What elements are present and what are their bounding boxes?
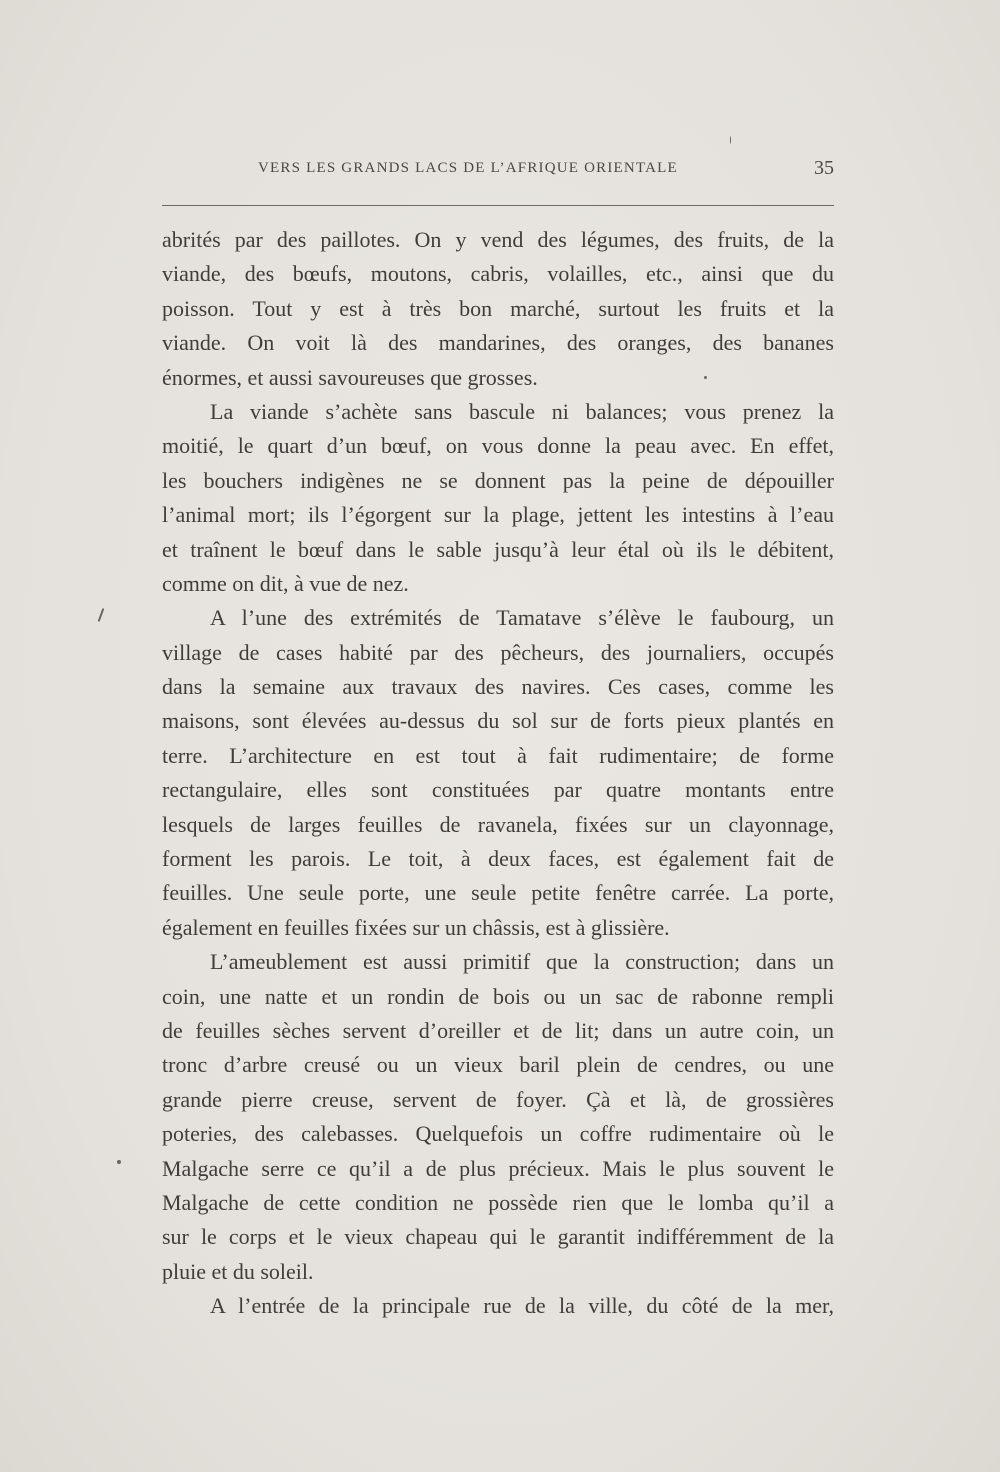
text-line: de feuilles sèches servent d’oreiller et de lit; dans un autre coin, un xyxy=(162,1017,834,1043)
text-line: terre. L’architecture en est tout à fait rudimentaire; de forme xyxy=(162,742,834,768)
margin-speck xyxy=(98,608,105,622)
body-text xyxy=(162,223,834,1324)
margin-speck xyxy=(704,376,707,379)
text-line: tronc d’arbre creusé ou un vieux baril plein de cendres, ou une xyxy=(162,1052,834,1078)
page-number: 35 xyxy=(814,157,834,179)
text-line: poteries, des calebasses. Quelquefois un coffre rudimentaire où le xyxy=(162,1121,834,1147)
text-line: A l’une des extrémités de Tamatave s’élève le faubourg, un xyxy=(210,605,834,631)
text-line: sur le corps et le vieux chapeau qui le garantit indifféremment de la xyxy=(162,1224,834,1250)
text-line: L’ameublement est aussi primitif que la construction; dans un xyxy=(210,949,834,975)
text-line: La viande s’achète sans bascule ni balances; vous prenez la xyxy=(210,398,834,424)
text-line: rectangulaire, elles sont constituées par quatre montants entre xyxy=(162,777,834,803)
text-line: comme on dit, à vue de nez. xyxy=(162,570,409,596)
text-line: et traînent le bœuf dans le sable jusqu’à leur étal où ils le débitent, xyxy=(162,536,834,562)
text-line: viande, des bœufs, moutons, cabris, volailles, etc., ainsi que du xyxy=(162,261,834,287)
header-rule xyxy=(162,205,834,206)
text-line: énormes, et aussi savoureuses que grosses. xyxy=(162,364,538,390)
text-line: Malgache serre ce qu’il a de plus précieux. Mais le plus souvent le xyxy=(162,1155,834,1181)
text-line: maisons, sont élevées au-dessus du sol sur de forts pieux plantés en xyxy=(162,708,834,734)
text-line: forment les parois. Le toit, à deux faces, est également fait de xyxy=(162,846,834,872)
text-line: Malgache de cette condition ne possède rien que le lomba qu’il a xyxy=(162,1189,834,1215)
text-line: poisson. Tout y est à très bon marché, surtout les fruits et la xyxy=(162,295,834,321)
text-line: abrités par des paillotes. On y vend des légumes, des fruits, de la xyxy=(162,227,834,252)
running-head xyxy=(162,157,834,184)
text-line: viande. On voit là des mandarines, des oranges, des bananes xyxy=(162,330,834,356)
text-line: grande pierre creuse, servent de foyer. Çà et là, de grossières xyxy=(162,1086,834,1112)
text-line: feuilles. Une seule porte, une seule petite fenêtre carrée. La porte, xyxy=(162,880,834,906)
margin-speck xyxy=(730,136,731,144)
text-line: les bouchers indigènes ne se donnent pas la peine de dépouiller xyxy=(162,467,834,493)
text-line: moitié, le quart d’un bœuf, on vous donne la peau avec. En effet, xyxy=(162,433,834,459)
text-line: coin, une natte et un rondin de bois ou un sac de rabonne rempli xyxy=(162,983,834,1009)
text-line: pluie et du soleil. xyxy=(162,1258,314,1284)
text-line: lesquels de larges feuilles de ravanela, fixées sur un clayonnage, xyxy=(162,811,834,837)
text-line: également en feuilles fixées sur un châssis, est à glissière. xyxy=(162,914,670,940)
margin-speck xyxy=(117,1160,121,1164)
text-line: A l’entrée de la principale rue de la ville, du côté de la mer, xyxy=(210,1293,834,1319)
text-line: dans la semaine aux travaux des navires. Ces cases, comme les xyxy=(162,674,834,700)
text-line: village de cases habité par des pêcheurs, des journaliers, occupés xyxy=(162,639,834,665)
text-line: l’animal mort; ils l’égorgent sur la plage, jettent les intestins à l’eau xyxy=(162,502,834,528)
running-title: VERS LES GRANDS LACS DE L’AFRIQUE ORIENTALE xyxy=(258,160,678,176)
